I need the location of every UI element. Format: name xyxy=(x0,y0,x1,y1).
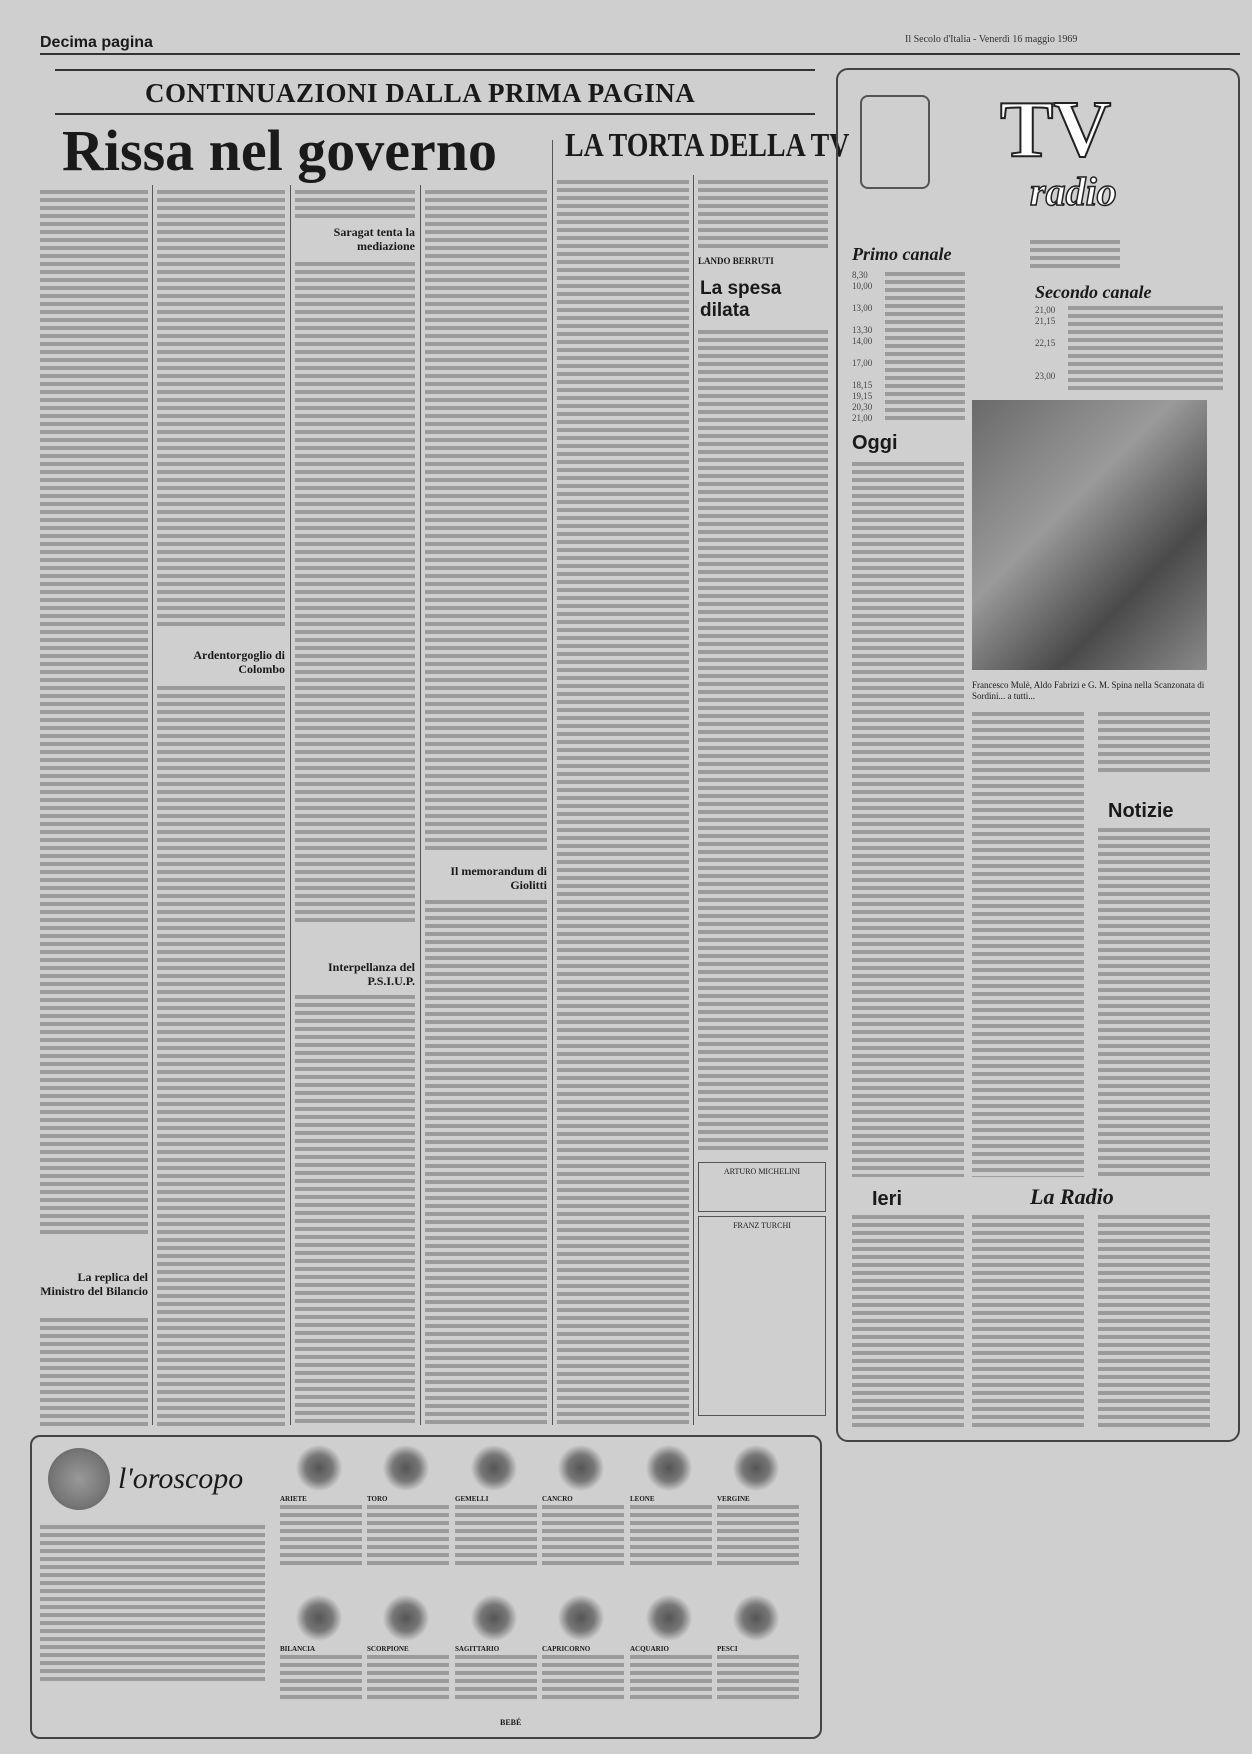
article-text xyxy=(1098,1215,1210,1430)
sign-name: CAPRICORNO xyxy=(542,1645,591,1653)
time: 17,00 xyxy=(852,358,873,368)
zodiac-icon xyxy=(470,1445,518,1491)
sign-text xyxy=(542,1655,624,1703)
photo-caption: Francesco Mulè, Aldo Fabrizi e G. M. Spina nella Scanzonata di Sordini... a tutti... xyxy=(972,680,1205,701)
notice-name: FRANZ TURCHI xyxy=(733,1221,791,1230)
zodiac-icon xyxy=(645,1445,693,1491)
section-notizie: Notizie xyxy=(1108,800,1174,822)
sign-text xyxy=(367,1655,449,1703)
sign-name: BILANCIA xyxy=(280,1645,316,1653)
sign-text xyxy=(455,1655,537,1703)
horoscope-footer: BEBÉ xyxy=(500,1718,522,1727)
time: 14,00 xyxy=(852,336,873,346)
notice-box xyxy=(698,1216,826,1416)
column-divider xyxy=(420,185,421,1425)
column-divider xyxy=(290,185,291,1425)
article-text xyxy=(852,1215,964,1430)
sign-name: SAGITTARIO xyxy=(455,1645,500,1653)
sign-text xyxy=(717,1505,799,1569)
byline: LANDO BERRUTI xyxy=(698,256,774,266)
article-text xyxy=(40,1318,148,1428)
sign-name: PESCI xyxy=(717,1645,738,1653)
banner-rule-bottom xyxy=(55,113,815,115)
banner-title: CONTINUAZIONI DALLA PRIMA PAGINA xyxy=(145,78,696,108)
time: 19,15 xyxy=(852,391,873,401)
notice-box xyxy=(698,1162,826,1212)
tv-logo: TV xyxy=(1000,86,1112,174)
time: 21,00 xyxy=(1035,305,1056,315)
tv-show-photo xyxy=(972,400,1207,670)
column-divider xyxy=(552,140,553,1425)
sign-name: ACQUARIO xyxy=(630,1645,669,1653)
subhead: Saragat tenta la mediazione xyxy=(333,225,415,253)
sign-name: VERGINE xyxy=(717,1495,750,1503)
sign-text xyxy=(455,1505,537,1569)
zodiac-icon xyxy=(732,1445,780,1491)
primo-canale-times xyxy=(852,270,882,424)
secondo-canale-title: Secondo canale xyxy=(1035,282,1152,302)
sign-name: ARIETE xyxy=(280,1495,307,1503)
article-text xyxy=(40,190,148,1235)
zodiac-icon xyxy=(732,1595,780,1641)
article-text xyxy=(157,686,285,1426)
column-divider xyxy=(152,185,153,1425)
zodiac-icon xyxy=(295,1445,343,1491)
article-text xyxy=(157,190,285,630)
subhead: Il memorandum di Giolitti xyxy=(450,864,547,892)
article-text xyxy=(557,180,689,1425)
article-text xyxy=(295,190,415,220)
article-text xyxy=(1098,828,1210,1178)
article-text xyxy=(425,190,547,850)
time: 8,30 xyxy=(852,270,868,280)
article-text xyxy=(972,1215,1084,1430)
sidebar-headline: La spesa dilata xyxy=(700,278,782,321)
subhead: Interpellanza del P.S.I.U.P. xyxy=(328,960,415,988)
time: 21,15 xyxy=(1035,316,1056,326)
zodiac-icon xyxy=(557,1445,605,1491)
television-illustration xyxy=(860,95,930,189)
time: 13,30 xyxy=(852,325,873,335)
sign-text xyxy=(280,1655,362,1703)
horoscope-intro-text xyxy=(40,1525,265,1685)
article-text xyxy=(698,330,828,1150)
primo-canale-title: Primo canale xyxy=(852,244,952,264)
schedule-text xyxy=(1030,240,1120,268)
sign-name: LEONE xyxy=(630,1495,655,1503)
time: 10,00 xyxy=(852,281,873,291)
schedule-text xyxy=(1068,306,1223,391)
radio-logo: radio xyxy=(1030,169,1117,214)
article-text xyxy=(972,712,1084,1177)
notice-name: ARTURO MICHELINI xyxy=(723,1167,801,1176)
banner-rule-top xyxy=(55,69,815,71)
article-text xyxy=(295,262,415,922)
tv-headline: LA TORTA DELLA TV xyxy=(565,127,850,164)
sign-name: TORO xyxy=(367,1495,388,1503)
sign-text xyxy=(717,1655,799,1703)
zodiac-icon xyxy=(295,1595,343,1641)
time: 21,00 xyxy=(852,413,873,423)
sign-text xyxy=(630,1655,712,1703)
main-headline: Rissa nel governo xyxy=(62,118,497,183)
sign-text xyxy=(280,1505,362,1569)
schedule-text xyxy=(885,272,965,422)
zodiac-icon xyxy=(645,1595,693,1641)
horoscope-title: l'oroscopo xyxy=(118,1462,244,1495)
zodiac-icon xyxy=(557,1595,605,1641)
sign-name: SCORPIONE xyxy=(367,1645,409,1653)
subhead: La replica del Ministro del Bilancio xyxy=(40,1270,148,1298)
masthead-date: Il Secolo d'Italia - Venerdì 16 maggio 1969 xyxy=(905,34,1078,45)
sign-text xyxy=(630,1505,712,1569)
time: 18,15 xyxy=(852,380,873,390)
article-text xyxy=(425,900,547,1425)
secondo-canale-times xyxy=(1035,305,1065,382)
zodiac-icon xyxy=(470,1595,518,1641)
section-la-radio: La Radio xyxy=(1030,1184,1114,1209)
zodiac-icon xyxy=(382,1445,430,1491)
article-text xyxy=(1098,712,1210,772)
sign-name: GEMELLI xyxy=(455,1495,489,1503)
sign-text xyxy=(367,1505,449,1569)
section-ieri: Ieri xyxy=(872,1188,903,1210)
column-divider xyxy=(693,175,694,1425)
section-oggi: Oggi xyxy=(852,432,898,454)
time: 22,15 xyxy=(1035,338,1056,348)
sign-text xyxy=(542,1505,624,1569)
sun-illustration xyxy=(48,1448,110,1510)
header-rule xyxy=(40,53,1240,55)
time: 23,00 xyxy=(1035,371,1056,381)
time: 20,30 xyxy=(852,402,873,412)
article-text xyxy=(295,995,415,1425)
subhead: Ardentorgoglio di Colombo xyxy=(193,648,285,676)
zodiac-icon xyxy=(382,1595,430,1641)
article-text xyxy=(698,180,828,250)
sign-name: CANCRO xyxy=(542,1495,573,1503)
time: 13,00 xyxy=(852,303,873,313)
article-text xyxy=(852,462,964,1177)
section-label: Decima pagina xyxy=(40,34,153,51)
